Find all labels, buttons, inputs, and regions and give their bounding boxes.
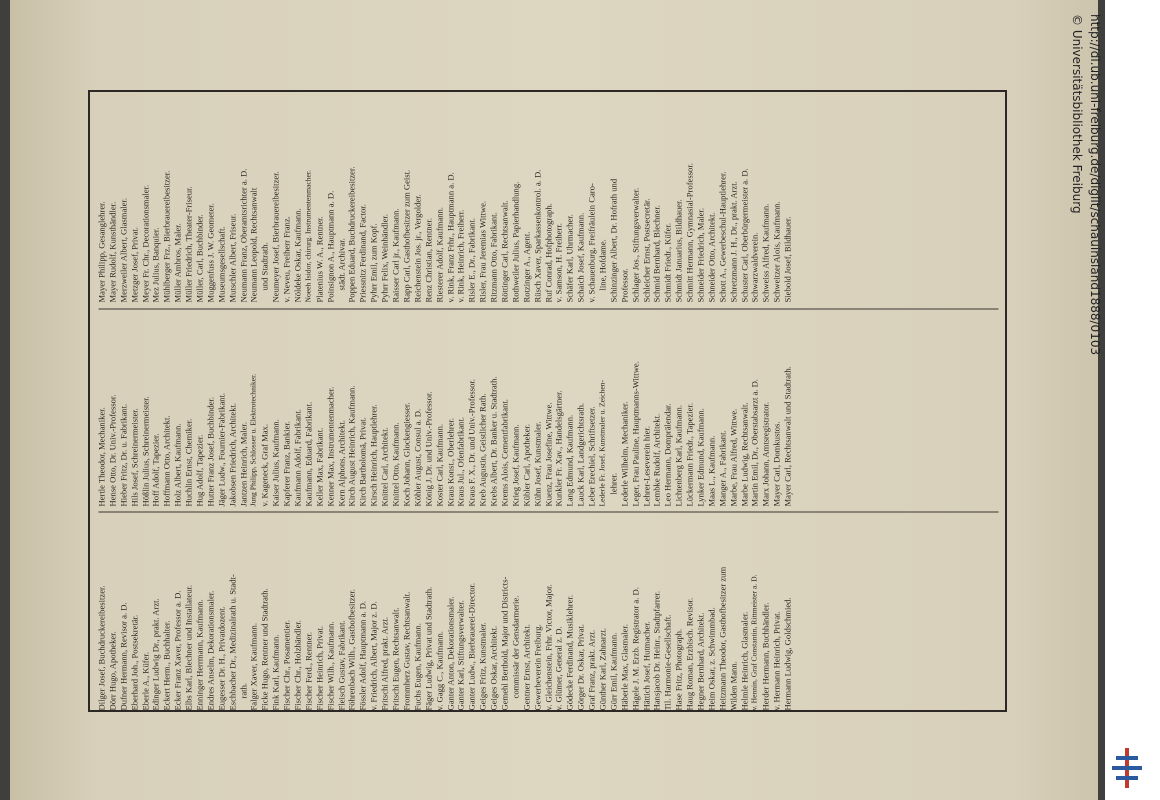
member-entry: Martin Emil, Dr., Oberstabsarzt a. D. xyxy=(749,378,760,506)
member-entry: Neumann Franz, Oberamtsrichter a. D. xyxy=(237,168,248,302)
member-entry: Kaufmann Adolf, Fabrikant. xyxy=(292,408,303,506)
member-entry: Mayer Carl, Rechtsanwalt und Stadtrath. xyxy=(782,365,793,506)
member-entry: Kern Alphons, Architekt. xyxy=(335,419,346,506)
member-entry: Ecker Franz Xaver, Professor a. D. xyxy=(172,590,183,710)
member-entry: Hägele J. M. Erzb. Registrator a. D. xyxy=(629,586,640,710)
member-entry: Müller Friedrich, Theater-Friseur. xyxy=(183,185,194,302)
member-entry: Schlager Jos., Stiftungsverwalter. xyxy=(629,187,640,302)
member-entry: Mayer Rudolf, Kunsthändler. xyxy=(106,201,117,302)
member-entry: Kraus Jul., Ofenfabrikant. xyxy=(455,416,466,506)
member-entry: Pyhrr Felix, Weinhändler. xyxy=(379,213,390,302)
member-entry: Knittel Otto, Kaufmann. xyxy=(390,421,401,506)
member-entry: Kirch Bartholomä, Privat. xyxy=(357,416,368,506)
member-entry: v. Samson, H. Freiherr. xyxy=(553,222,564,302)
member-entry: Nöldeke Oskar, Kaufmann. xyxy=(292,207,303,302)
member-entry: Schmidt Januarius, Bildhauer. xyxy=(673,198,684,302)
member-entry: Til. Harmonie-Gesellschaft. xyxy=(662,614,673,710)
member-entry: Kirch August Heinrich, Kaufmann. xyxy=(346,384,357,506)
member-entry: Eckert Herm., Buchhalter. xyxy=(161,620,172,710)
member-entry: Schäfer Karl, Uhrmacher. xyxy=(564,213,575,302)
member-entry: Kaiser Julius, Kaufmann. xyxy=(270,418,281,506)
member-entry: Hieber Fritz, Dr. u. Fabrikant. xyxy=(117,403,128,506)
member-entry: Wilden Mann. xyxy=(727,660,738,710)
member-entry: Kühn Josef, Kunstmaler. xyxy=(531,421,542,506)
member-entry: Gewerbeverein Freiburg. xyxy=(531,623,542,710)
member-column-3 xyxy=(90,106,1009,306)
member-entry: v. Friedrich, Albert, Major z. D. xyxy=(368,600,379,710)
member-entry: Poinsignon A., Hauptmann a. D. xyxy=(324,190,335,302)
member-entry: Ritzmann Otto, Fabrikant. xyxy=(488,211,499,302)
member-entry: Schwarzwaldverein. xyxy=(749,232,760,302)
member-entry: Frommherz Gustav, Rechtsanwalt. xyxy=(400,591,411,710)
member-entry: Merzweiler Albert, Glasmaler. xyxy=(117,197,128,302)
member-entry: Lederle Wilhelm, Mechaniker. xyxy=(618,401,629,506)
member-entry: Leo Hermann, Domprälendar. xyxy=(662,402,673,506)
member-entry: Schretzmann J. H., Dr., prakt. Arzt. xyxy=(727,180,738,302)
member-entry: Endres Anselm, Dekorationsmaler. xyxy=(204,590,215,710)
member-entry: Hense Otto, Dr. Univ.-Professor. xyxy=(106,394,117,506)
member-entry: Schmidt Friedr., Küfer. xyxy=(662,222,673,302)
member-entry: Ruf Conrad, Hofphotograph. xyxy=(542,202,553,302)
member-entry: Graf Franz, prakt. Arzt. xyxy=(586,629,597,710)
member-entry: Hegner Bernhard, Architekt. xyxy=(694,612,705,710)
member-entry: Muggenfuss J. W. Geometer. xyxy=(204,202,215,302)
member-entry: Falger Xaver, Kaufmann. xyxy=(248,622,259,710)
member-entry: Hutter Franz Josef, Buchbinder. xyxy=(204,396,215,506)
member-entry: Meyer Fr. Chr., Decorationsmaler. xyxy=(139,184,150,302)
member-entry: Ficke Hugo, Rentner und Stadtrath. xyxy=(259,587,270,710)
member-entry: Görger Dr. Oskar, Privat. xyxy=(575,623,586,710)
member-entry: Ganter Karl, Stiftungsverwalter. xyxy=(455,599,466,710)
member-entry: Geiges Fritz, Kunstmaler. xyxy=(477,621,488,710)
member-entry: Krebs Albert, Dr. Banker u. Stadtrath. xyxy=(488,375,499,506)
member-entry: Gentner Ernst, Architekt. xyxy=(520,623,531,710)
member-entry: Gödecke Ferdinand, Musiklehrer. xyxy=(564,594,575,710)
member-entry: Jung Philipp, Schlosser u. Elektrotechniker. xyxy=(248,373,258,506)
member-entry: Fischer Chr., Holzhändler. xyxy=(292,619,303,710)
member-entry: Lederle Fr. Josef, Kunstmaler u. Zeichen- xyxy=(596,379,606,506)
member-entry: Knittel Carl, Architekt. xyxy=(379,426,390,506)
member-entry: v. Hermann Heinrich, Privat. xyxy=(771,610,782,710)
member-column-2 xyxy=(90,312,1009,510)
member-entry: Elbs Karl, Blechner und Installateur. xyxy=(183,584,194,710)
member-entry: Schweitzer Alois, Kaufmann. xyxy=(771,200,782,302)
member-entry: Krieg Josef, Kaufmann. xyxy=(509,423,520,506)
member-entry: Lichtenberg Karl, Kaufmann. xyxy=(673,404,684,506)
member-entry: Kirsch Heinrich, Hauptlehrer. xyxy=(368,403,379,506)
member-entry: Fritschi Eugen, Rechtsanwalt. xyxy=(390,606,401,710)
member-entry: Lang Edmund, Kaufmann. xyxy=(564,414,575,506)
member-entry: Eugesser Dr. H., Privatdozent. xyxy=(215,605,226,710)
member-entry: Fäger Ludwig, Privat und Stadtrath. xyxy=(422,586,433,710)
member-entry: v. Kageneck, Graf Max. xyxy=(259,423,270,506)
member-entry: Noeeh Isidor, chirurg. Instrumentenmacher. xyxy=(302,169,312,302)
member-entry: Lehrer-Leseverein hier. xyxy=(640,425,651,506)
member-entry: Mutschler Albert, Friseur. xyxy=(226,213,237,302)
member-entry: line, Hofdame. xyxy=(596,238,607,290)
member-entry: städt. Archivar. xyxy=(335,237,346,290)
column-divider xyxy=(98,308,998,309)
library-credit: © Universitätsbibliothek Freiburg xyxy=(1070,14,1084,214)
member-entry: Fischer Heinrich, Privat. xyxy=(313,625,324,710)
member-entry: Röttinger Carl, Rechtsanwalt. xyxy=(498,199,509,302)
member-entry: Fink Karl, Kaufmann. xyxy=(270,634,281,710)
member-entry: Lauck Karl, Landgerichtsrath. xyxy=(575,402,586,506)
member-entry: Rotzinger A., Agent. xyxy=(520,231,531,302)
member-entry: Eschbacher Dr., Medizinalrath u. Stadt- xyxy=(226,573,237,710)
member-entry: Dilger Josef, Buchdruckereibesitzer. xyxy=(96,584,106,710)
member-entry: Dörr Hugo, Apotheker. xyxy=(106,630,117,710)
member-entry: Köhler August, Consul a. D. xyxy=(411,408,422,506)
member-entry: Schinzinger Albert, Dr. Hofrath und xyxy=(607,178,618,302)
member-entry: Fleisch Gustav, Fabrikant. xyxy=(335,619,346,710)
member-entry: Heitzmann Theodor, Gasthofbesitzer zum xyxy=(716,566,727,710)
member-entry: Schaich Josef, Kaufmann. xyxy=(575,212,586,302)
member-entry: Mez Julius, Banquier. xyxy=(150,227,161,302)
member-entry: Hättich Josef, Hutmacher. xyxy=(640,620,651,710)
member-entry: Eberle A., Küfer. xyxy=(139,651,150,710)
member-entry: Schneider Friedrich, Maler. xyxy=(694,207,705,302)
member-entry: Schleicher Ernst, Postsecretär. xyxy=(640,197,651,302)
member-entry: Professor. xyxy=(618,267,629,302)
member-entry: Platenius W. A., Rentner. xyxy=(313,215,324,302)
member-entry: Pyhrr Emil, zum Kopf. xyxy=(368,222,379,302)
member-entry: Heim Oskar, z. Schwimmbad. xyxy=(705,606,716,710)
member-entry: Hermann Ludwig, Goldschmied. xyxy=(782,596,793,710)
member-entry: Schneider Otto, Architekt. xyxy=(705,211,716,302)
member-entry: Rüsch Xaver, Sparkassenkontrol. a. D. xyxy=(531,169,542,302)
member-entry: Risler, Frau Jeremias Wittwe. xyxy=(477,200,488,302)
member-entry: Kapferer Franz, Bankier. xyxy=(281,420,292,506)
member-entry: Edinger Ludwig Dr., prakt. Arzt. xyxy=(150,597,161,710)
member-entry: Leger, Frau Pauline, Hauptmanns-Wittwe. xyxy=(629,360,640,506)
member-entry: Raisser Carl jr., Kaufmann. xyxy=(390,207,401,302)
library-logo-icon xyxy=(1112,748,1142,788)
member-entry: Neumeyer Josef, Bierbrauereibesitzer. xyxy=(270,170,281,302)
member-entry: v. Glümer, General z. D. xyxy=(553,625,564,710)
member-entry: Kunkler Fr. Xav., Handelsgärtner. xyxy=(553,389,564,506)
member-entry: Mayer Carl, Domkustos. xyxy=(771,421,782,506)
member-entry: Kenner Max, Instrumentenmacher. xyxy=(324,386,335,506)
member-entry: v. Schauenburg, Freifräulein Caro- xyxy=(586,182,597,302)
member-entry: Koch Johann, Glockengiesser. xyxy=(400,401,411,506)
member-entry: Ganter Anton, Dekorationsmaler. xyxy=(444,595,455,710)
member-entry: Kraus Konst., Oberlehrer. xyxy=(444,417,455,506)
member-entry: commissär der Gensdarmerie. xyxy=(509,595,520,698)
rotated-text-block xyxy=(90,92,1009,714)
member-entry: Eberhard Joh., Postsekretär. xyxy=(128,614,139,710)
member-entry: Kuenz, Frau Josefine, Wittwe. xyxy=(542,401,553,506)
member-entry: rath. xyxy=(237,682,248,698)
member-entry: Schmid Bernhard, Blechner. xyxy=(651,204,662,302)
member-entry: lehrer. xyxy=(607,472,618,494)
member-entry: Lynker Edmund, Kaufmann. xyxy=(694,407,705,506)
member-entry: Renz Christian, Rentner. xyxy=(422,217,433,302)
member-entry: v. Hennin, Graf Constantin, Rittmeister a. D. xyxy=(749,574,759,710)
member-entry: Koster Carl, Kaufmann. xyxy=(433,423,444,506)
member-entry: Siebold Josef, Bildhauer. xyxy=(782,216,793,302)
member-entry: Gemehl Berthold, Major und Districts- xyxy=(498,576,509,710)
member-entry: Jantzen Heinrich, Maler. xyxy=(237,421,248,506)
member-entry: Neumann Leopold, Rechtsanwalt xyxy=(248,187,259,302)
member-entry: Lückermann Friedr., Tapezier. xyxy=(684,402,695,506)
member-entry: Fischer Chr., Posamentier. xyxy=(281,619,292,710)
member-entry: und Stadtrath. xyxy=(259,241,270,290)
member-entry: Helmle Heinrich, Glasmaler. xyxy=(738,611,749,710)
member-entry: Lembke Rudolf, Architekt. xyxy=(651,413,662,506)
member-entry: Manger A., Fabrikant. xyxy=(716,429,727,506)
member-entry: Hoff Adolf, Tapezier. xyxy=(150,432,161,506)
member-entry: Geiges Oskar, Architekt. xyxy=(488,625,499,710)
member-entry: Kreb Augustin, Geistlicher Rath. xyxy=(477,393,488,506)
member-entry: Hoffmann Otto, Architekt. xyxy=(161,414,172,506)
member-entry: Hug Adolf, Tapezier. xyxy=(194,434,205,506)
member-entry: Hößlin Julius, Schreinermeister. xyxy=(139,395,150,506)
member-entry: Haug Roman, Erzbisch. Revisor. xyxy=(684,597,695,710)
member-entry: Rothweiler Julius, Papierhandlung. xyxy=(509,181,520,302)
member-entry: Rapp Carl, Gasthofbesitzer zum Geist. xyxy=(400,169,411,302)
member-entry: v. Neveu, Freiherr Franz. xyxy=(281,215,292,302)
sidebar xyxy=(1105,0,1160,800)
member-entry: Risler E., Dr., Fabrikant. xyxy=(466,217,477,302)
member-entry: Leber Erechiel, Schriftsetzer. xyxy=(586,405,597,506)
column-divider xyxy=(98,511,998,512)
member-entry: Mühlberger Frz., Bierbrauereibesitzer. xyxy=(161,170,172,302)
member-entry: Fössler Adolf, Hauptmann a. D. xyxy=(357,600,368,710)
member-entry: Hansjacob Dr. Heinr., Stadtpfarrer. xyxy=(651,590,662,710)
member-entry: Kraus F. X., Dr. und Univ.-Professor. xyxy=(466,378,477,506)
member-entry: v. Rink, Franz Frhr., Hauptmann a. D. xyxy=(444,171,455,302)
member-entry: Maas L., Kaufmann. xyxy=(705,435,716,506)
member-entry: Mayer Philipp, Gesanglehrer. xyxy=(96,200,106,302)
member-entry: Gürr Emil, Kaufmann. xyxy=(607,632,618,710)
member-entry: Kaufmann, Eduard, Fabrikant. xyxy=(302,401,313,506)
member-entry: Jakobsen Friedrich, Architekt. xyxy=(226,402,237,506)
member-entry: Fuchs Eugen, Kaufmann. xyxy=(411,622,422,710)
member-entry: Müller Ambros, Maler. xyxy=(172,222,183,302)
member-entry: König J. Dr. und Univ.-Professor. xyxy=(422,391,433,506)
member-entry: Schott A., Gewerbeschul-Hauptlehrer. xyxy=(716,170,727,302)
member-entry: Marx Johann, Amtsregistrator. xyxy=(760,401,771,506)
member-entry: Riesterer Adolf, Kaufmann. xyxy=(433,206,444,302)
member-entry: Hertle Theodor, Mechaniker. xyxy=(96,406,106,506)
member-entry: Häberle Max, Glasmaler. xyxy=(618,623,629,710)
member-column-1 xyxy=(90,514,1009,714)
member-entry: Herder Hermann, Buchhändler. xyxy=(760,602,771,710)
member-entry: Holz Albert, Kaufmann. xyxy=(172,422,183,506)
member-entry: Marbe Ludwig, Rechtsanwalt. xyxy=(738,401,749,506)
member-entry: Priessnitz Ferdinand, Factor. xyxy=(357,203,368,302)
member-entry: Enninger Herrmann, Kaufmann. xyxy=(194,598,205,710)
member-entry: Hase Fritz, Photograph. xyxy=(673,628,684,710)
member-entry: Dufner Hermann, Revisor a. D. xyxy=(117,601,128,710)
member-entry: Schuster Carl, Oberbürgermeister a. D. xyxy=(738,167,749,302)
member-entry: Fischer Ferd., Rentner. xyxy=(302,631,313,710)
member-entry: Schmitt Hermann, Gymnasial-Professor. xyxy=(684,162,695,302)
page-frame xyxy=(88,90,1007,712)
member-entry: v. Gagg C., Kaufmann. xyxy=(433,630,444,710)
member-entry: Marbe, Frau Alfred, Wittwe. xyxy=(727,408,738,506)
member-entry: Metzger Josef, Privat. xyxy=(128,226,139,302)
member-entry: v. Gleichenstein, Frhr. Victor, Major. xyxy=(542,583,553,710)
member-entry: Hils Josef, Schreinermeister. xyxy=(128,407,139,506)
member-entry: Jäger Ludw., Fournier-Fabrikant. xyxy=(215,392,226,506)
member-entry: Krems Alois, Cementfabrikant. xyxy=(498,398,509,506)
source-url-link[interactable]: http://dl.ub.uni-freiburg.de/diglit/schauinsland1888/0103 xyxy=(1088,14,1102,356)
member-entry: Müller, Carl, Buchbinder. xyxy=(194,213,205,302)
member-entry: Fischer Wilh., Kaufmann. xyxy=(324,621,335,710)
member-entry: Günther Karl, Zahnarzt. xyxy=(596,627,607,710)
member-entry: Huchlin Ernst, Chemiker. xyxy=(183,418,194,506)
member-entry: Kübler Carl, Apotheker. xyxy=(520,423,531,506)
member-entry: Schweiss Alfred, Kaufmann. xyxy=(760,203,771,302)
member-entry: Ganter Ludw., Bierbrauerei-Director. xyxy=(466,582,477,710)
member-entry: Poppen Eduard, Buchdruckereibesitzer. xyxy=(346,165,357,302)
member-entry: Keller Max, Fabrikant. xyxy=(313,427,324,506)
member-entry: Reichenstein Jos. jr., Vergolder. xyxy=(411,193,422,302)
member-entry: Fritschi Alfred, prakt. Arzt. xyxy=(379,616,390,710)
member-entry: v. Rink, Heinrich, Freiherr. xyxy=(455,209,466,302)
member-entry: Föhrenbach Wilh., Gastbofbesitzer. xyxy=(346,588,357,710)
member-entry: Museumsgesellschaft. xyxy=(215,225,226,302)
